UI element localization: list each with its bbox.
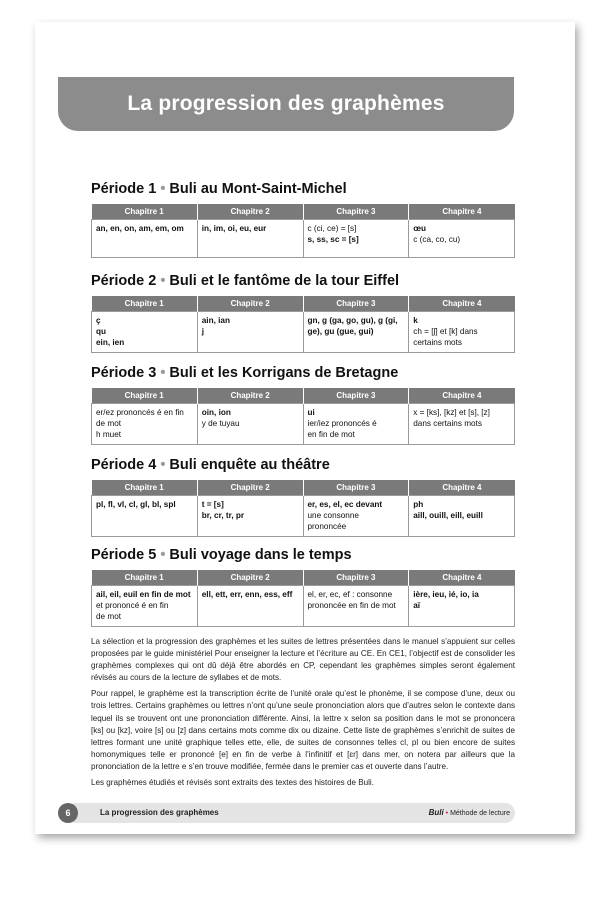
column-header: Chapitre 4 [409, 296, 515, 312]
footer-section-title: La progression des graphèmes [100, 808, 219, 817]
period-label: Période 4 [91, 457, 157, 473]
period-name: Buli voyage dans le temps [169, 547, 352, 563]
period-label: Période 1 [91, 181, 157, 197]
period-name: Buli et les Korrigans de Bretagne [169, 365, 399, 381]
table-header-row [92, 204, 515, 220]
bullet-dot: • [160, 457, 166, 473]
table-cell: ui ier/iez prononcés é en fin de mot [303, 404, 409, 445]
table-cell: an, en, on, am, em, om [92, 220, 198, 258]
table-cell: er, es, el, ec devant une consonne prononcée [303, 496, 409, 537]
table-cell: pl, fl, vl, cl, gl, bl, spl [92, 496, 198, 537]
paragraph: Pour rappel, le graphème est la transcription écrite de l’unité orale qu’est le phonème, il se compose d’une, deux ou trois lettres. Certains graphèmes ou lettres n’ont qu’une seule prononciation alors que d’autres selon le contexte dans lequel ils se trouvent ont une prononciation différente. Ainsi, la lettre x selon sa position dans le mot se prononcera [ks] ou [kz], voire [s] ou [z] dans certains mots comme dix ou dizaine. Cette liste de graphèmes s’enrichit de suites de lettres formant une unité graphique telles ette, elle, de suites de consonnes telles cl, pl ou bien encore de suites homonymiques telle er prononcé [e] en fin de verbe à l’infinitif et [ɛr] dans mer, on notera par ailleurs que la prononciation de la lettre e s’en trouve modifiée, fermée dans le premier cas et ouverte dans l’autre. [91, 689, 515, 771]
column-header: Chapitre 3 [303, 296, 409, 312]
table-cell: el, er, ec, ef : consonne prononcée en fin de mot [303, 586, 409, 627]
column-header: Chapitre 4 [409, 204, 515, 220]
period-section [91, 457, 515, 537]
table-row [92, 496, 515, 537]
period-section [91, 181, 515, 258]
table-cell: ç qu ein, ien [92, 312, 198, 353]
table-cell: k ch = [ʃ] et [k] dans certains mots [409, 312, 515, 353]
column-header: Chapitre 4 [409, 480, 515, 496]
table-cell: c (ci, ce) = [s] s, ss, sc = [s] [303, 220, 409, 258]
period-label: Période 2 [91, 273, 157, 289]
chapter-table [91, 296, 515, 353]
footer-separator: • [445, 810, 449, 817]
paragraph: La sélection et la progression des graphèmes et les suites de lettres présentées dans le manuel s’appuient sur celles proposées par le guide ministériel Pour enseigner la lecture et l’écriture au CE. En CE1, l’objectif est de consolider les graphèmes complexes qui ont dû déjà être abordés en CP, cependant les graphèmes simples seront également révisés au cours de la lecture de syllabes et de mots. [91, 637, 515, 683]
column-header: Chapitre 1 [92, 388, 198, 404]
period-name: Buli enquête au théâtre [169, 457, 330, 473]
table-cell: gn, g (ga, go, gu), g (gi, ge), gu (gue, gui) [303, 312, 409, 353]
period-heading [91, 365, 515, 381]
bullet-dot: • [160, 547, 166, 563]
paragraph: Les graphèmes étudiés et révisés sont extraits des textes des histoires de Buli. [91, 778, 374, 788]
chapter-table [91, 570, 515, 627]
column-header: Chapitre 1 [92, 480, 198, 496]
explanation-text [91, 636, 515, 793]
footer-method-text: Méthode de lecture [450, 810, 510, 817]
column-header: Chapitre 4 [409, 570, 515, 586]
table-cell: ail, eil, euil en fin de mot et prononcé é en fin de mot [92, 586, 198, 627]
period-name: Buli au Mont-Saint-Michel [169, 181, 347, 197]
table-cell: ph aill, ouill, eill, euill [409, 496, 515, 537]
period-name: Buli et le fantôme de la tour Eiffel [169, 273, 400, 289]
page-title: La progression des graphèmes [127, 92, 445, 115]
period-label: Période 3 [91, 365, 157, 381]
table-cell: x = [ks], [kz] et [s], [z] dans certains mots [409, 404, 515, 445]
column-header: Chapitre 1 [92, 204, 198, 220]
column-header: Chapitre 1 [92, 570, 198, 586]
bullet-dot: • [160, 365, 166, 381]
column-header: Chapitre 2 [197, 204, 303, 220]
column-header: Chapitre 3 [303, 204, 409, 220]
table-cell: ell, ett, err, enn, ess, eff [197, 586, 303, 627]
column-header: Chapitre 2 [197, 296, 303, 312]
column-header: Chapitre 3 [303, 388, 409, 404]
period-label: Période 5 [91, 547, 157, 563]
table-cell: er/ez prononcés é en fin de mot h muet [92, 404, 198, 445]
period-heading [91, 547, 515, 563]
table-row [92, 586, 515, 627]
column-header: Chapitre 3 [303, 570, 409, 586]
period-section [91, 547, 515, 627]
period-heading [91, 457, 515, 473]
chapter-table [91, 480, 515, 537]
table-row [92, 220, 515, 258]
column-header: Chapitre 2 [197, 388, 303, 404]
buli-logo: Buli [428, 808, 444, 817]
period-heading [91, 273, 515, 289]
table-row [92, 312, 515, 353]
period-heading [91, 181, 515, 197]
table-header-row [92, 296, 515, 312]
bullet-dot: • [160, 181, 166, 197]
table-header-row [92, 388, 515, 404]
column-header: Chapitre 2 [197, 570, 303, 586]
column-header: Chapitre 4 [409, 388, 515, 404]
table-header-row [92, 570, 515, 586]
table-cell: oin, ion y de tuyau [197, 404, 303, 445]
footer-brand [429, 803, 510, 823]
page-number: 6 [58, 803, 78, 823]
column-header: Chapitre 2 [197, 480, 303, 496]
chapter-table [91, 204, 515, 258]
table-cell: œu c (ca, co, cu) [409, 220, 515, 258]
period-section [91, 365, 515, 445]
table-cell: ain, ian j [197, 312, 303, 353]
chapter-table [91, 388, 515, 445]
table-cell: ière, ieu, ié, io, ia aï [409, 586, 515, 627]
title-banner [58, 77, 514, 131]
column-header: Chapitre 1 [92, 296, 198, 312]
table-header-row [92, 480, 515, 496]
period-section [91, 273, 515, 353]
table-cell: t = [s] br, cr, tr, pr [197, 496, 303, 537]
table-row [92, 404, 515, 445]
column-header: Chapitre 3 [303, 480, 409, 496]
table-cell: in, im, oi, eu, eur [197, 220, 303, 258]
bullet-dot: • [160, 273, 166, 289]
